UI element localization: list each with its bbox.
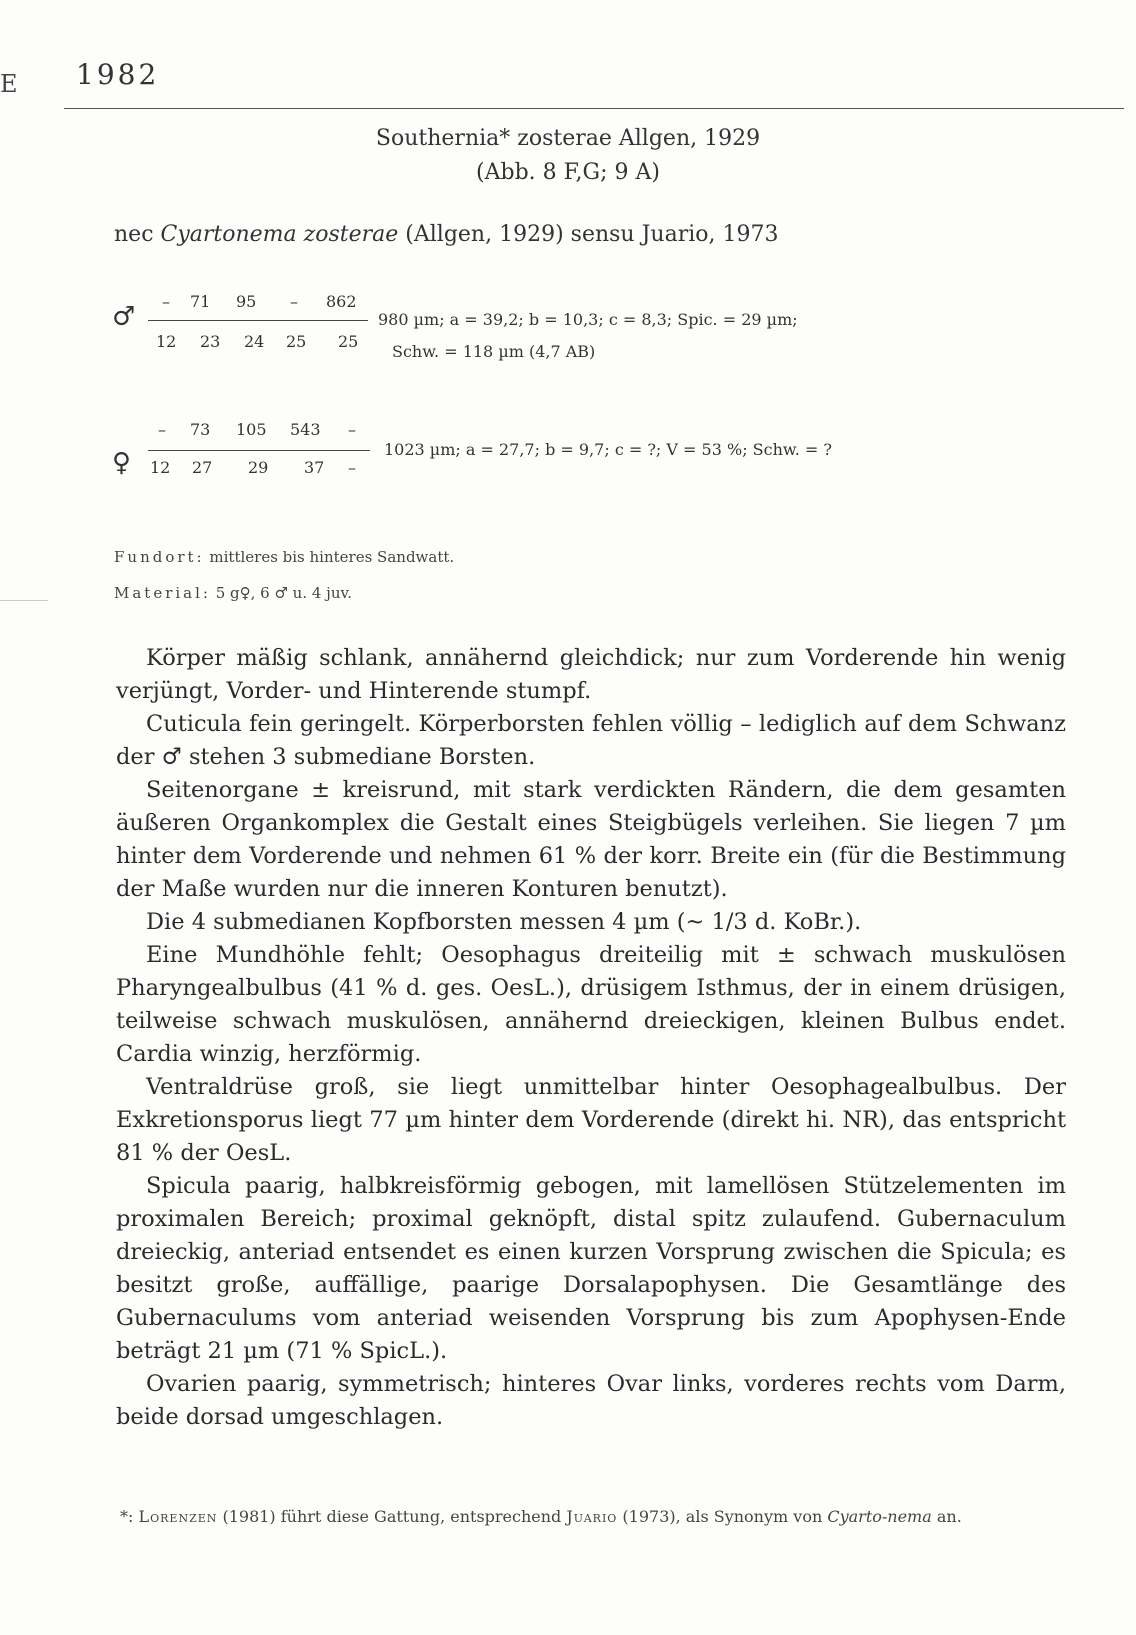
margin-mark — [0, 600, 48, 601]
material-line — [114, 584, 352, 602]
fundort-line — [114, 548, 454, 566]
male-top-2: 71 — [190, 292, 211, 311]
female-top-3: 105 — [236, 420, 267, 439]
male-bottom-4: 25 — [286, 332, 307, 351]
description-body — [116, 642, 1066, 1434]
nec-prefix: nec — [114, 222, 161, 247]
male-bottom-2: 23 — [200, 332, 221, 351]
paragraph-seitenorgane: Seitenorgane ± kreisrund, mit stark verdickten Rändern, die dem gesamten äußeren Organkomplex die Gestalt eines Steigbügels verleihen. Sie liegen 7 µm hinter dem Vorderende und nehmen 61 % der korr. Breite ein (für die Bestimmung der Maße wurden nur die inneren Konturen benutzt). — [116, 777, 1066, 902]
nec-suffix: (Allgen, 1929) sensu Juario, 1973 — [398, 222, 779, 247]
footnote-text1: (1981) führt diese Gattung, entsprechend — [217, 1507, 567, 1526]
page-edge-glyph: E — [0, 70, 18, 98]
male-symbol: ♂ — [112, 302, 136, 332]
footnote-author: Lorenzen — [138, 1507, 218, 1526]
female-bottom-2: 27 — [192, 458, 213, 477]
fundort-text: mittleres bis hinteres Sandwatt. — [204, 548, 455, 566]
nec-species: Cyartonema zosterae — [160, 222, 399, 247]
paragraph-body-shape: Körper mäßig schlank, annähernd gleichdick; nur zum Vorderende hin wenig verjüngt, Vorder- und Hinterende stumpf. — [116, 645, 1066, 704]
female-fraction-line — [148, 450, 370, 451]
footnote-text2: (1973), als Synonym von — [617, 1507, 828, 1526]
male-desc-line1: 980 µm; a = 39,2; b = 10,3; c = 8,3; Spic. = 29 µm; — [378, 310, 798, 329]
male-bottom-3: 24 — [244, 332, 265, 351]
footnote-marker: *: — [120, 1507, 139, 1526]
footnote-text3: an. — [931, 1507, 962, 1526]
species-title-line2: (Abb. 8 F,G; 9 A) — [476, 160, 660, 185]
footnote-genus: Cyarto-nema — [827, 1507, 932, 1526]
material-text: 5 g♀, 6 ♂ u. 4 juv. — [210, 584, 352, 602]
female-bottom-3: 29 — [248, 458, 269, 477]
fundort-label: Fundort: — [114, 548, 205, 566]
female-top-4: 543 — [290, 420, 321, 439]
footnote-author2: Juario — [566, 1507, 618, 1526]
page-number: 1982 — [76, 58, 160, 91]
material-label: Material: — [114, 584, 211, 602]
male-top-4: – — [290, 292, 298, 311]
male-bottom-1: 12 — [156, 332, 177, 351]
male-top-5: 862 — [326, 292, 357, 311]
female-bottom-1: 12 — [150, 458, 171, 477]
paragraph-spicula: Spicula paarig, halbkreisförmig gebogen, mit lamellösen Stützelementen im proximalen Bereich; proximal geknöpft, distal spitz zulaufend. Gubernaculum dreieckig, anteriad entsendet es einen kurzen Vorsprung zwischen die Spicula; es besitzt große, auffällige, paarige Dorsalapophysen. Die Gesamtlänge des Gubernaculums vom anteriad weisenden Vorsprung bis zum Apophysen-Ende beträgt 21 µm (71 % SpicL.). — [116, 1173, 1066, 1364]
male-top-3: 95 — [236, 292, 257, 311]
male-bottom-5: 25 — [338, 332, 359, 351]
paragraph-ventraldruese: Ventraldrüse groß, sie liegt unmittelbar hinter Oesophagealbulbus. Der Exkretionsporus liegt 77 µm hinter dem Vorderende (direkt hi. NR), das entspricht 81 % der OesL. — [116, 1074, 1066, 1166]
paragraph-ovarien: Ovarien paarig, symmetrisch; hinteres Ovar links, vorderes rechts vom Darm, beide dorsad umgeschlagen. — [116, 1371, 1066, 1430]
paragraph-kopfborsten: Die 4 submedianen Kopfborsten messen 4 µm (~ 1/3 d. KoBr.). — [146, 909, 862, 935]
paragraph-oesophagus: Eine Mundhöhle fehlt; Oesophagus dreiteilig mit ± schwach muskulösen Pharyngealbulbus (41 % d. ges. OesL.), drüsigem Isthmus, der in einem drüsigen, teilweise schwach muskulösen, annähernd dreieckigen, kleinen Bulbus endet. Cardia winzig, herzförmig. — [116, 942, 1066, 1067]
female-measurement-formula — [0, 0, 1136, 500]
male-top-1: – — [162, 292, 170, 311]
male-desc-line2: Schw. = 118 µm (4,7 AB) — [392, 342, 596, 361]
female-bottom-4: 37 — [304, 458, 325, 477]
female-top-5: – — [348, 420, 356, 439]
female-bottom-5: – — [348, 458, 356, 477]
species-title-line1: Southernia* zosterae Allgen, 1929 — [375, 126, 761, 151]
female-top-1: – — [158, 420, 166, 439]
paragraph-cuticula: Cuticula fein geringelt. Körperborsten fehlen völlig – lediglich auf dem Schwanz der ♂ stehen 3 submediane Borsten. — [116, 711, 1066, 770]
footnote — [120, 1502, 1066, 1532]
female-top-2: 73 — [190, 420, 211, 439]
female-symbol: ♀ — [112, 448, 132, 478]
female-desc-line1: 1023 µm; a = 27,7; b = 9,7; c = ?; V = 53 %; Schw. = ? — [384, 440, 832, 459]
